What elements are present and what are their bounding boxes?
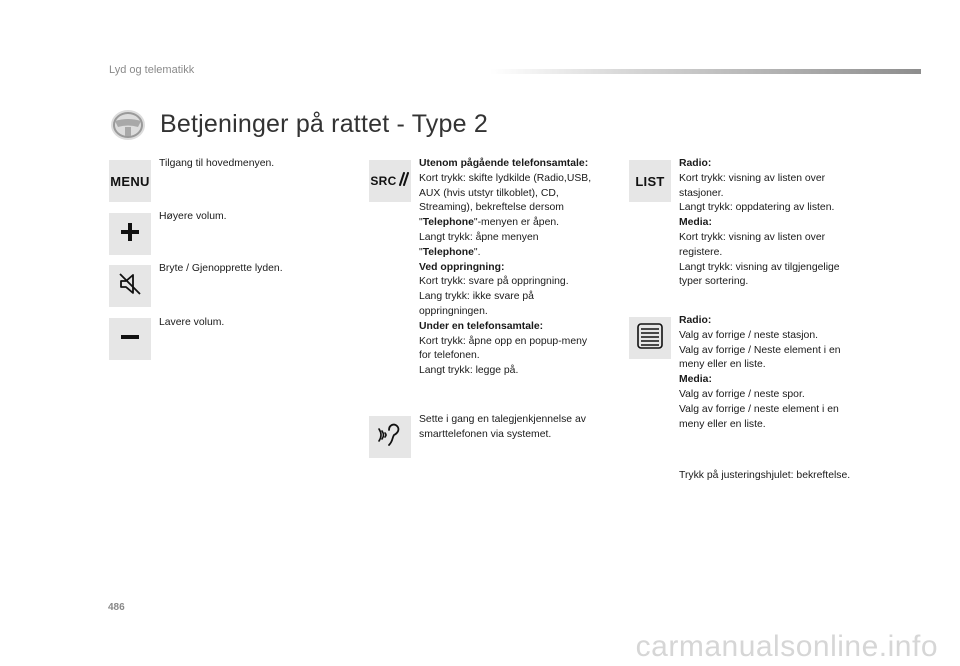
src-line: for telefonen. [419, 350, 480, 362]
wheel-line: Valg av forrige / neste stasjon. [679, 329, 818, 341]
list-line: Langt trykk: oppdatering av listen. [679, 202, 835, 214]
voice-line: smarttelefonen via systemet. [419, 428, 552, 440]
page-number: 486 [108, 602, 125, 613]
src-heading-1: Utenom pågående telefonsamtale: [419, 158, 589, 169]
volume-down-button [109, 318, 151, 360]
list-button [629, 160, 671, 202]
src-line: Langt trykk: legge på. [419, 365, 519, 377]
menu-text: Tilgang til hovedmenyen. [159, 158, 275, 169]
volume-up-description [159, 210, 227, 225]
src-button [369, 160, 411, 202]
press-description [679, 469, 850, 484]
wheel-line: Valg av forrige / Neste element i en [679, 344, 841, 356]
wheel-heading-media: Media: [679, 374, 712, 386]
thumbwheel-description [679, 314, 841, 432]
mute-description [159, 262, 283, 277]
list-line: Kort trykk: visning av listen over [679, 172, 826, 184]
voice-description [419, 413, 586, 443]
list-line: Langt trykk: visning av tilgjengelige [679, 261, 840, 273]
src-line: AUX (hvis utstyr tilkoblet), CD, [419, 187, 559, 199]
voice-button [369, 416, 411, 458]
mute-button [109, 265, 151, 307]
list-heading-media: Media: [679, 217, 712, 229]
list-line: typer sortering. [679, 276, 749, 288]
wheel-line: Valg av forrige / neste element i en [679, 403, 839, 415]
thumbwheel-button [629, 317, 671, 359]
src-line: oppringningen. [419, 305, 488, 317]
src-heading-3: Under en telefonsamtale: [419, 320, 544, 332]
thumbwheel-icon [635, 321, 665, 356]
watermark: carmanualsonline.info [635, 630, 938, 663]
minus-icon [119, 326, 141, 353]
press-text: Trykk på justeringshjulet: bekreftelse. [679, 470, 851, 481]
menu-description [159, 157, 274, 172]
section-header: Lyd og telematikk [109, 64, 195, 76]
wheel-line: meny eller en liste. [679, 418, 766, 430]
list-heading-radio: Radio: [679, 158, 712, 169]
wheel-line: Valg av forrige / neste spor. [679, 388, 805, 400]
menu-button-label: MENU [110, 173, 150, 189]
src-line: Kort trykk: åpne opp en popup-meny [419, 335, 588, 347]
list-line: stasjoner. [679, 187, 724, 199]
mute-icon [117, 271, 143, 302]
voice-line: Sette i gang en talegjenkjennelse av [419, 414, 586, 425]
list-description [679, 157, 840, 290]
volume-down-text: Lavere volum. [159, 317, 225, 328]
wheel-line: meny eller en liste. [679, 359, 766, 371]
menu-button [109, 160, 151, 202]
src-line: Langt trykk: åpne menyen [419, 231, 539, 243]
phone-icon [398, 172, 410, 191]
list-button-label: LIST [635, 173, 665, 189]
src-line: Streaming), bekreftelse dersom [419, 202, 564, 214]
src-line: Lang trykk: ikke svare på [419, 291, 534, 303]
src-line: "Telephone"-menyen er åpen. [419, 217, 560, 229]
plus-icon [119, 221, 141, 248]
src-line: Kort trykk: svare på oppringning. [419, 276, 569, 288]
volume-down-description [159, 316, 224, 331]
volume-up-text: Høyere volum. [159, 211, 227, 222]
steering-wheel-icon [108, 107, 148, 143]
src-line: "Telephone". [419, 246, 481, 258]
src-heading-2: Ved oppringning: [419, 261, 505, 273]
page-title: Betjeninger på rattet - Type 2 [160, 110, 488, 138]
wheel-heading-radio: Radio: [679, 315, 712, 326]
header-divider [490, 69, 921, 74]
src-line: Kort trykk: skifte lydkilde (Radio,USB, [419, 172, 592, 184]
src-description [419, 157, 591, 379]
volume-up-button [109, 213, 151, 255]
mute-text: Bryte / Gjenopprette lyden. [159, 263, 283, 274]
voice-icon [376, 421, 404, 454]
list-line: Kort trykk: visning av listen over [679, 231, 826, 243]
src-button-label: SRC [370, 174, 397, 188]
list-line: registere. [679, 246, 723, 258]
